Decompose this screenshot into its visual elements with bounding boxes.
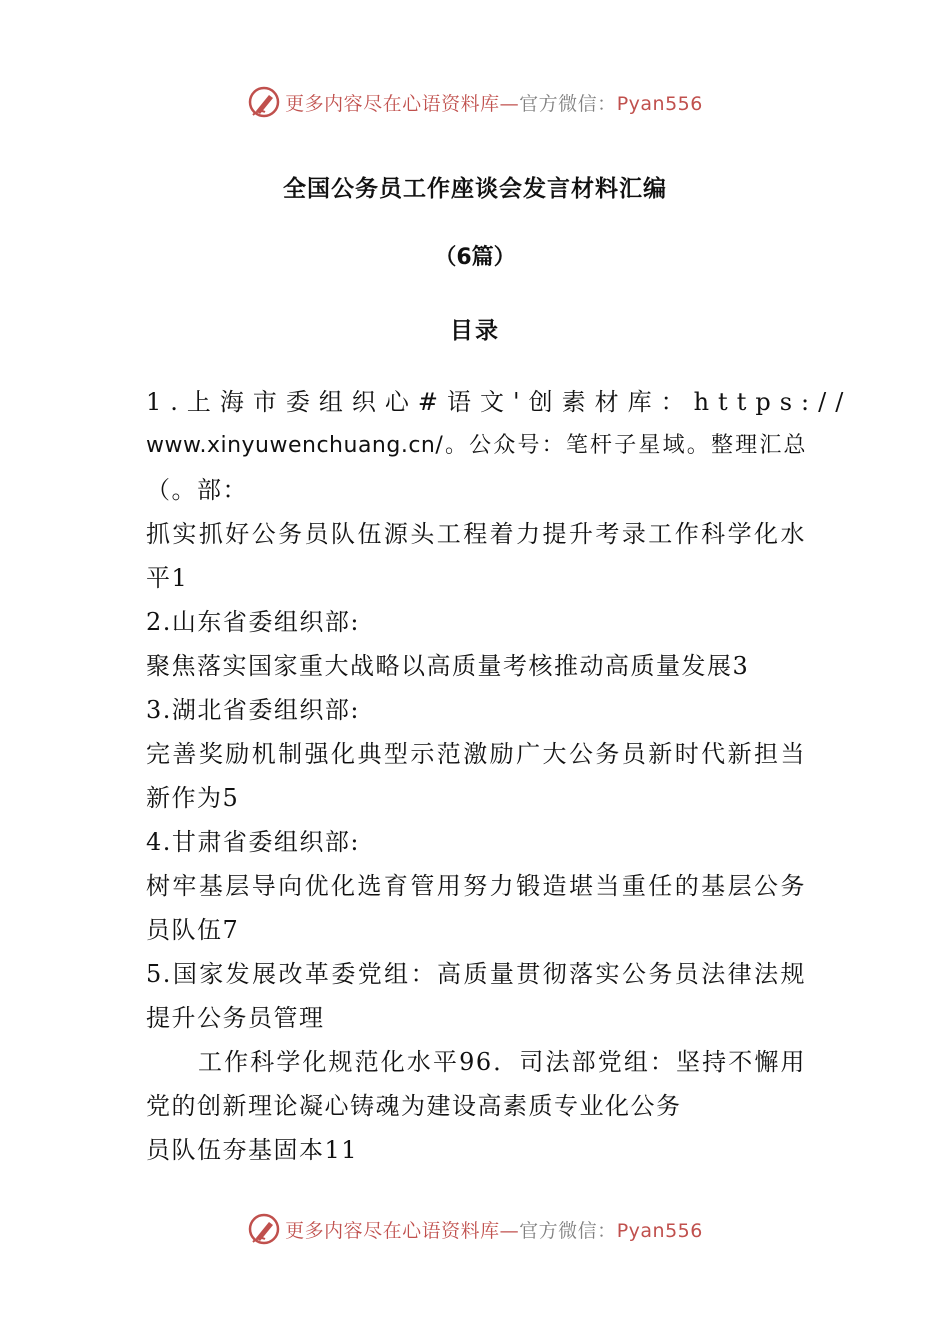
toc-line: 3.湖北省委组织部:: [146, 696, 360, 724]
toc-line: 聚焦落实国家重大战略以高质量考核推动高质量发展3: [146, 652, 750, 680]
toc-line: 工作科学化规范化水平96．司法部党组：坚持不懈用: [198, 1048, 806, 1076]
toc-line: （。部：: [146, 476, 248, 504]
toc-line: 2.山东省委组织部:: [146, 608, 360, 636]
toc-body: [146, 380, 853, 1172]
toc-line: 4.甘肃省委组织部:: [146, 828, 360, 856]
toc-line: 完善奖励机制强化典型示范激励广大公务员新时代新担当: [146, 740, 806, 768]
document-title: 全国公务员工作座谈会发言材料汇编: [283, 176, 667, 202]
toc-line: 平1: [146, 564, 189, 592]
document-subtitle: （6篇）: [434, 245, 516, 270]
watermark-text: 更多内容尽在心语资料库—官方微信：Pyan556: [285, 92, 703, 115]
toc-line: www.xinyuwenchuang.cn/。公众号：笔杆子星域。整理汇总: [146, 433, 806, 458]
watermark-text: 更多内容尽在心语资料库—官方微信：Pyan556: [285, 1219, 703, 1242]
toc-line: 树牢基层导向优化选育管用努力锻造堪当重任的基层公务: [146, 872, 806, 900]
pen-logo-icon: [247, 1212, 281, 1246]
toc-line: 5.国家发展改革委党组：高质量贯彻落实公务员法律法规: [146, 960, 806, 988]
toc-heading: 目录: [450, 318, 500, 344]
toc-line: 员队伍7: [146, 916, 240, 944]
toc-line: 员队伍夯基固本11: [146, 1136, 359, 1164]
toc-line: 抓实抓好公务员队伍源头工程着力提升考录工作科学化水: [146, 520, 806, 548]
watermark-footer: [0, 1209, 950, 1249]
toc-line: 提升公务员管理: [146, 1004, 325, 1032]
toc-line: 新作为5: [146, 784, 240, 812]
toc-line: 党的创新理论凝心铸魂为建设高素质专业化公务: [146, 1092, 682, 1120]
watermark-header: [0, 82, 950, 122]
toc-line: 1.上海市委组织心#语文'创素材库：https://: [146, 388, 853, 416]
pen-logo-icon: [247, 85, 281, 119]
